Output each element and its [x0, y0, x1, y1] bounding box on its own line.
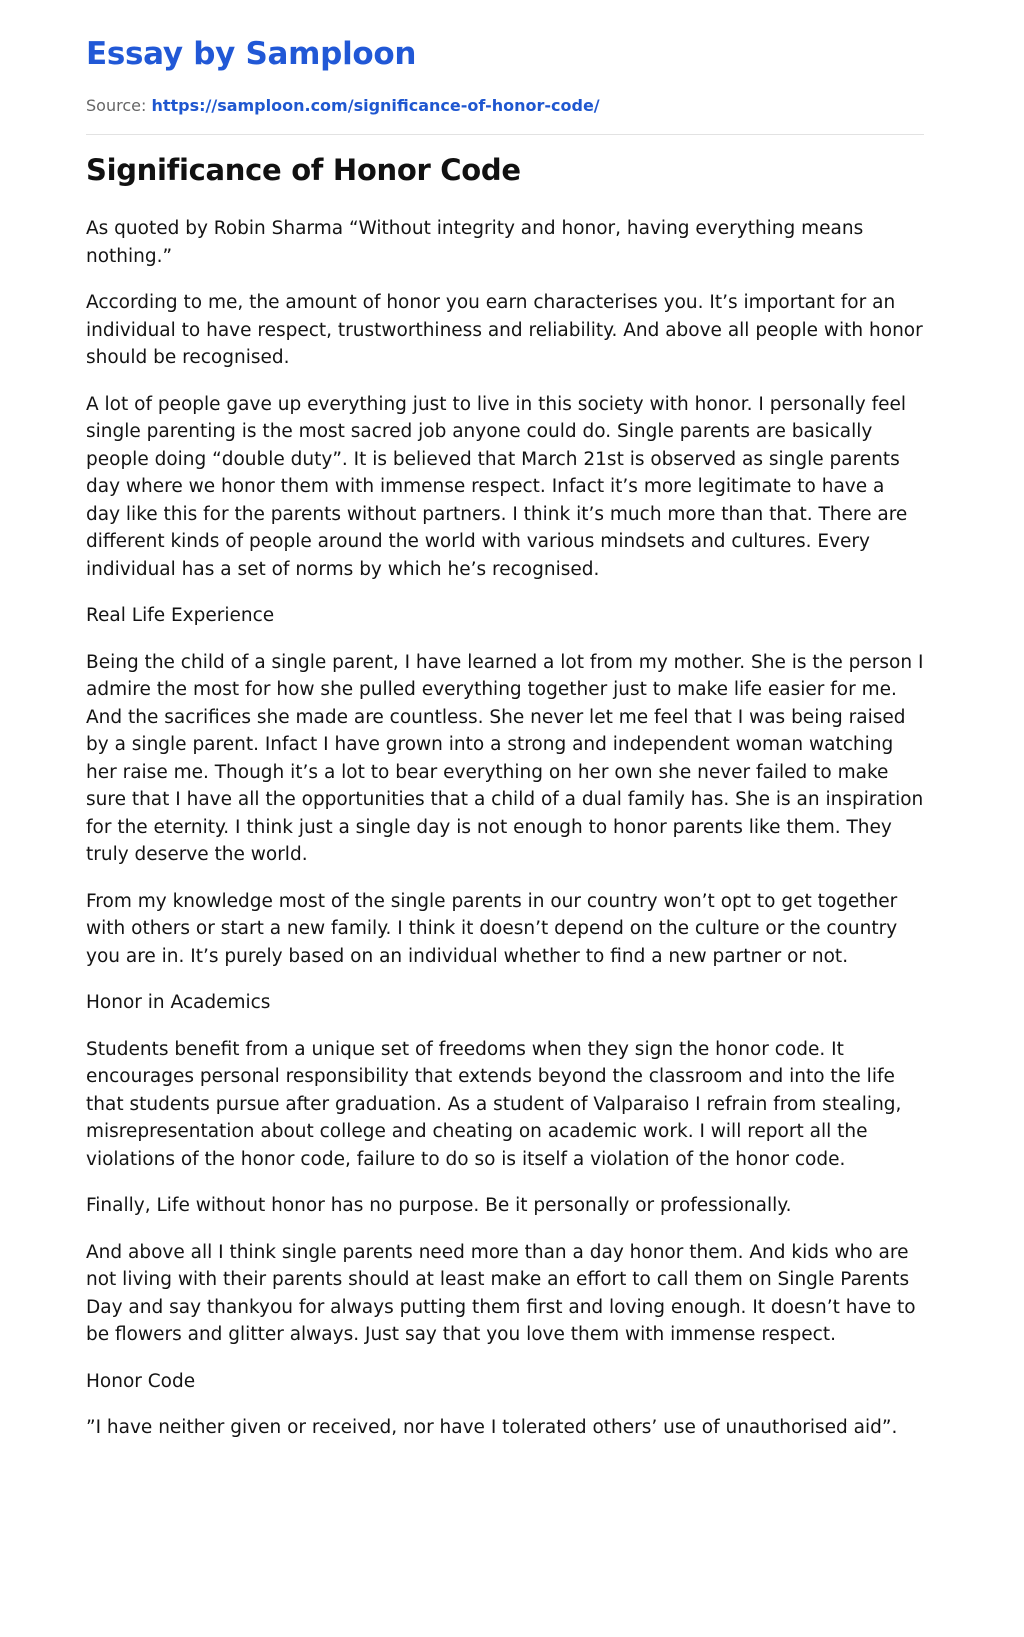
section-heading: Honor Code [86, 1370, 196, 1392]
paragraph: And above all I think single parents need more than a day honor them. And kids who are not living with their parents should at least make an effort to call them on Single Parents Day and say thankyou for always putting them first and loving enough. It doesn’t have to be flowers and glitter always. Just say that you love them with immense respect. [86, 1241, 916, 1345]
paragraph: Finally, Life without honor has no purpose. Be it personally or professionally. [86, 1195, 792, 1216]
paragraph: Being the child of a single parent, I have learned a lot from my mother. She is the person I admire the most for how she pulled everything together just to make life easier for me. And the sacrifices she made are countless. She never let me feel that I was being raised by a single parent. Infact I have grown into a strong and independent woman watching her raise me. Though it’s a lot to bear everything on her own she never failed to make sure that I have all the opportunities that a child of a dual family has. She is an inspiration for the eternity. I think just a single day is not enough to honor parents like them. They truly deserve the world. [86, 651, 924, 865]
site-brand[interactable]: Essay by Samploon [86, 36, 417, 72]
essay-body [86, 215, 924, 1442]
paragraph: Students benefit from a unique set of freedoms when they sign the honor code. It encourages personal responsibility that extends beyond the classroom and into the life that students pursue after graduation. As a student of Valparaiso I refrain from stealing, misrepresentation about college and cheating on academic work. I will report all the violations of the honor code, failure to do so is itself a violation of the honor code. [86, 1038, 902, 1170]
paragraph: From my knowledge most of the single parents in our country won’t opt to get together with others or start a new family. I think it doesn’t depend on the culture or the country you are in. It’s purely based on an individual whether to find a new partner or not. [86, 890, 898, 967]
divider [86, 134, 924, 135]
paragraph: ”I have neither given or received, nor have I tolerated others’ use of unauthorised aid”. [86, 1417, 898, 1438]
paragraph: According to me, the amount of honor you earn characterises you. It’s important for an individual to have respect, trustworthiness and reliability. And above all people with honor should be recognised. [86, 292, 923, 368]
section-heading: Real Life Experience [86, 605, 275, 626]
section-heading: Honor in Academics [86, 992, 271, 1013]
paragraph: A lot of people gave up everything just to live in this society with honor. I personally feel single parenting is the most sacred job anyone could do. Single parents are basically people doing “double duty”. It is believed that March 21st is observed as single parents day where we honor them with immense respect. Infact it’s more legitimate to have a day like this for the parents without partners. I think it’s much more than that. There are different kinds of people around the world with various mindsets and cultures. Every individual has a set of norms by which he’s recognised. [86, 393, 908, 580]
paragraph: As quoted by Robin Sharma “Without integrity and honor, having everything means nothing.” [86, 218, 864, 267]
essay-title: Significance of Honor Code [86, 153, 521, 187]
source-line [86, 94, 924, 118]
source-label: Source: [86, 96, 152, 115]
source-link[interactable]: https://samploon.com/significance-of-honor-code/ [151, 96, 600, 115]
